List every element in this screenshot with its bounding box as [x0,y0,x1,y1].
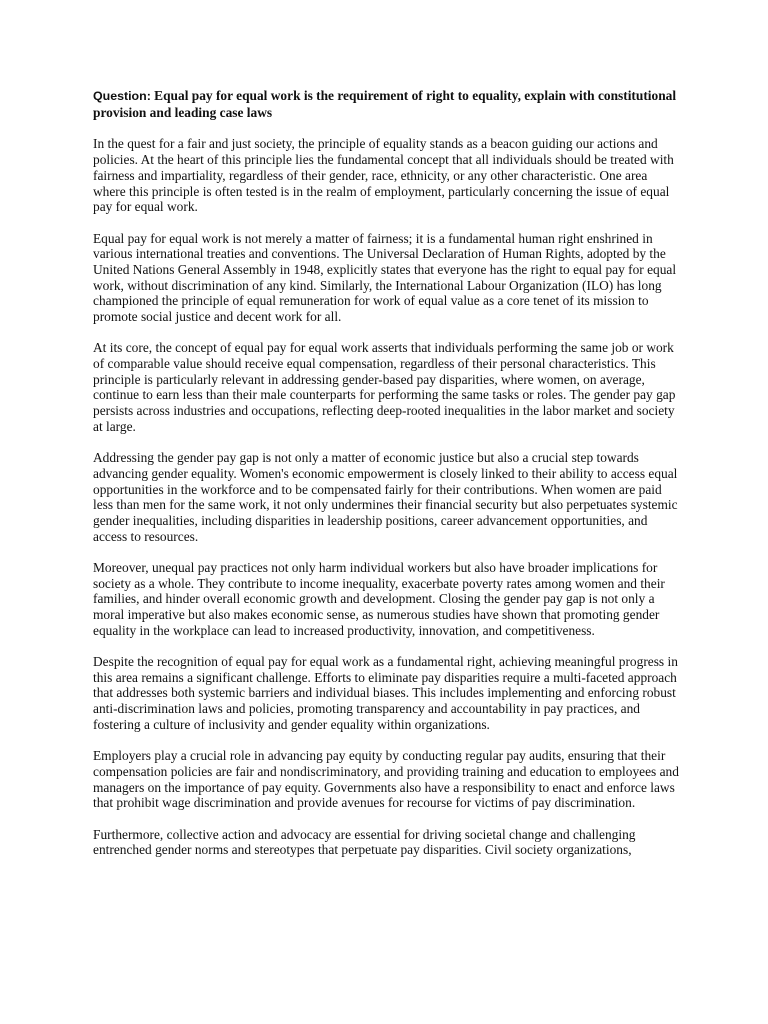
paragraph-1: In the quest for a fair and just society, the principle of equality stands as a beacon guiding our actions and policies. At the heart of this principle lies the fundamental concept that all individuals should be treated with fairness and impartiality, regardless of their gender, race, ethnicity, or any other characteristic. One area where this principle is often tested is in the realm of employment, particularly concerning the issue of equal pay for equal work. [93,136,674,215]
question-heading [93,88,683,120]
question-text: Equal pay for equal work is the requirement of right to equality, explain with constitutional provision and leading case laws [93,88,677,120]
paragraph-4: Addressing the gender pay gap is not only a matter of economic justice but also a crucial step towards advancing gender equality. Women's economic empowerment is closely linked to their ability to access equal opportunities in the workforce and to be compensated fairly for their contributions. When women are paid less than men for the same work, it not only undermines their financial security but also perpetuates systemic gender inequalities, including disparities in leadership positions, career advancement opportunities, and access to resources. [93,450,678,544]
paragraph-8: Furthermore, collective action and advocacy are essential for driving societal change and challenging entrenched gender norms and stereotypes that perpetuate pay disparities. Civil society organizations, [93,826,636,858]
paragraph-5: Moreover, unequal pay practices not only harm individual workers but also have broader implications for society as a whole. They contribute to income inequality, exacerbate poverty rates among women and their families, and hinder overall economic growth and development. Closing the gender pay gap is not only a moral imperative but also makes economic sense, as numerous studies have shown that promoting gender equality in the workplace can lead to increased productivity, innovation, and competitiveness. [93,559,665,638]
paragraph-2: Equal pay for equal work is not merely a matter of fairness; it is a fundamental human right enshrined in various international treaties and conventions. The Universal Declaration of Human Rights, adopted by the United Nations General Assembly in 1948, explicitly states that everyone has the right to equal pay for equal work, without discrimination of any kind. Similarly, the International Labour Organization (ILO) has long championed the principle of equal remuneration for work of equal value as a core tenet of its mission to promote social justice and decent work for all. [93,230,677,325]
document-body [93,88,683,874]
paragraph-7: Employers play a crucial role in advancing pay equity by conducting regular pay audits, ensuring that their compensation policies are fair and nondiscriminatory, and providing training and education to employees and managers on the importance of pay equity. Governments also have a responsibility to enact and enforce laws that prohibit wage discrimination and provide avenues for recourse for victims of pay discrimination. [93,748,679,811]
paragraph-3: At its core, the concept of equal pay for equal work asserts that individuals performing the same job or work of comparable value should receive equal compensation, regardless of their personal characteristics. This principle is particularly relevant in addressing gender-based pay disparities, where women, on average, continue to earn less than their male counterparts for performing the same tasks or roles. The gender pay gap persists across industries and occupations, reflecting deep-rooted inequalities in the labor market and society at large. [93,340,676,434]
question-label: Question: [93,89,151,103]
paragraph-6: Despite the recognition of equal pay for equal work as a fundamental right, achieving meaningful progress in this area remains a significant challenge. Efforts to eliminate pay disparities require a multi-faceted approach that addresses both systemic barriers and individual biases. This includes implementing and enforcing robust anti-discrimination laws and policies, promoting transparency and accountability in pay practices, and fostering a culture of inclusivity and gender equality within organizations. [93,654,678,732]
